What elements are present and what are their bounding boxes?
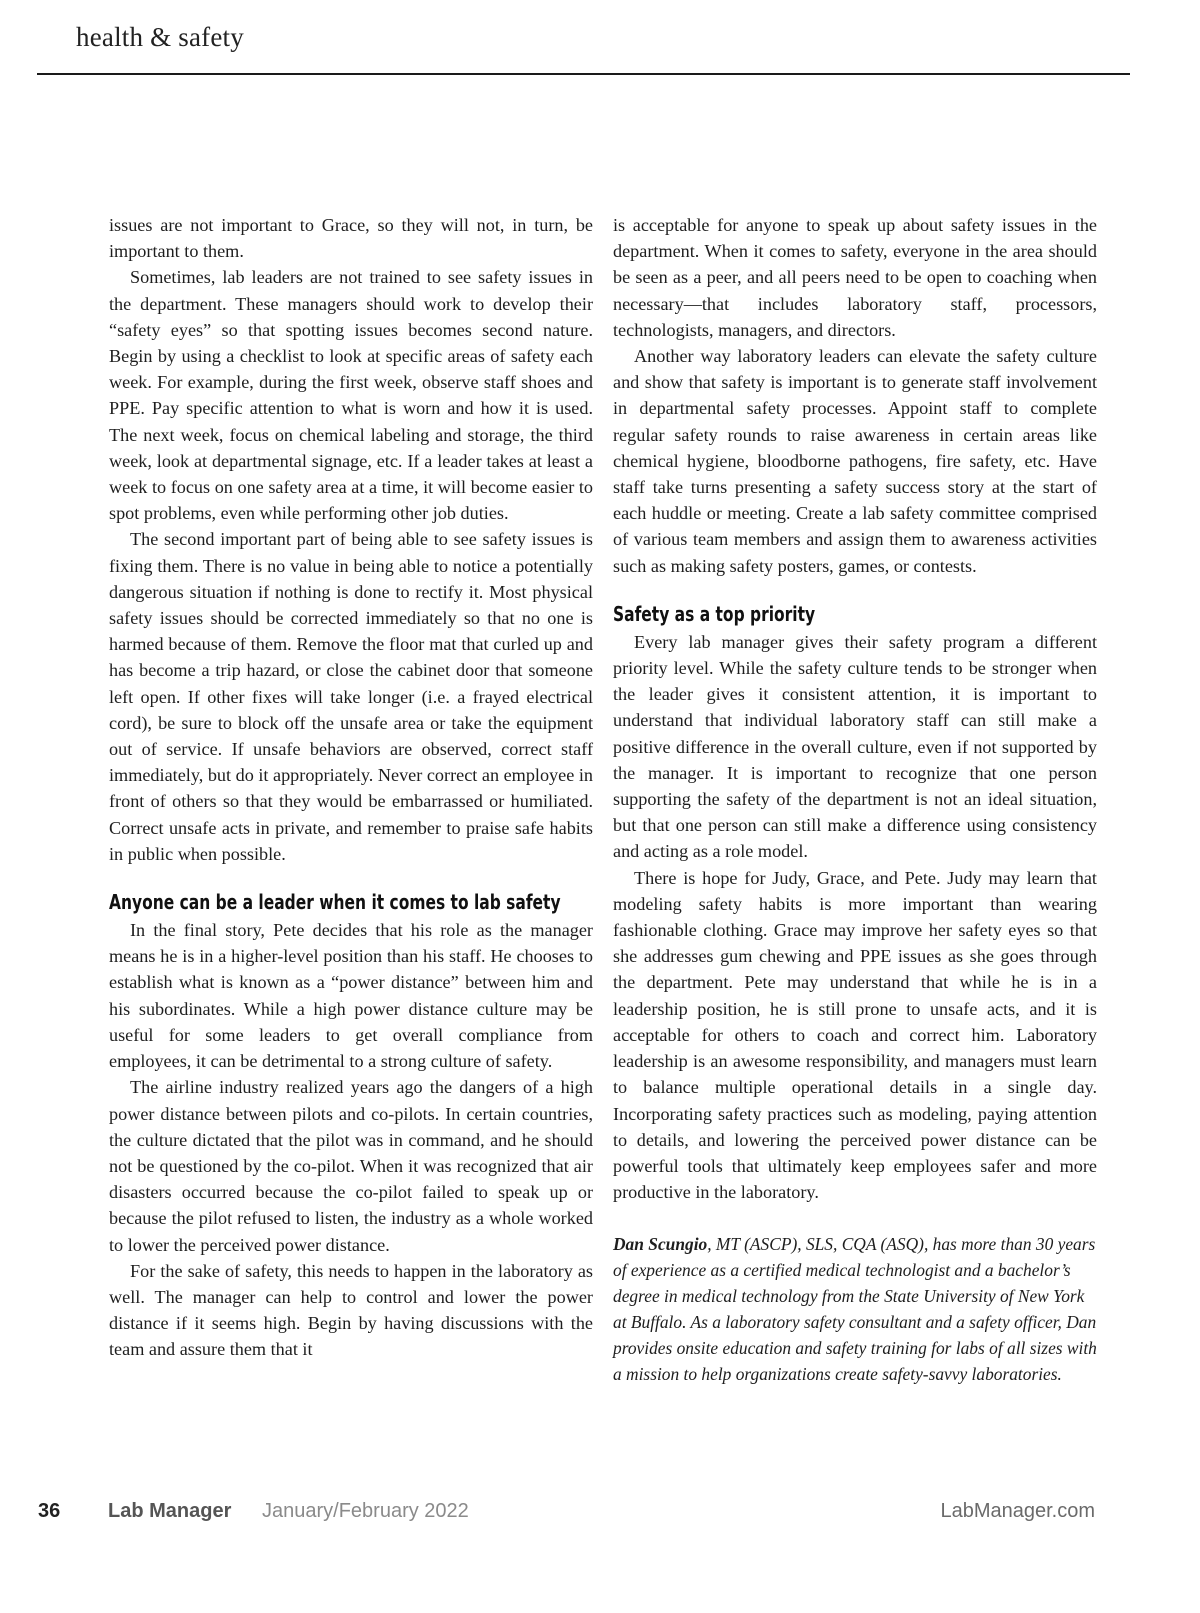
magazine-name: Lab Manager bbox=[108, 1500, 232, 1522]
section-tag: health & safety bbox=[76, 22, 244, 52]
author-bio-text: , MT (ASCP), SLS, CQA (ASQ), has more than 30 years of experience as a certified medical technologist and a bachelor’s degree in medical technology from the State University of New York at Buffalo. As a laboratory safety consultant and a safety officer, Dan provides onsite education and safety training for labs of all sizes with a mission to help organizations create safety-savvy laboratories. bbox=[613, 1234, 1097, 1385]
paragraph: For the sake of safety, this needs to happen in the laboratory as well. The manager can help to control and lower the power distance if it seems high. Begin by having discussions with the team and assure them that it bbox=[109, 1260, 593, 1360]
issue-date: January/February 2022 bbox=[262, 1500, 469, 1522]
website-link: LabManager.com bbox=[940, 1500, 1095, 1522]
page-footer bbox=[0, 1500, 1200, 1530]
author-bio bbox=[613, 1231, 1097, 1387]
paragraph: There is hope for Judy, Grace, and Pete. Judy may learn that modeling safety habits is more important than wearing fashionable clothing. Grace may improve her safety eyes so that she addresses gum chewing and PPE issues as she goes through the department. Pete may understand that while he is in a leadership position, he is still prone to unsafe acts, and it is acceptable for others to coach and correct him. Laboratory leadership is an awesome responsibility, and managers must learn to balance multiple operational details in a single day. Incorporating safety practices such as modeling, paying attention to details, and lowering the perceived power distance can be powerful tools that ultimately keep employees safer and more productive in the laboratory. bbox=[613, 867, 1097, 1203]
author-name: Dan Scungio bbox=[613, 1234, 708, 1255]
page-number: 36 bbox=[38, 1500, 61, 1522]
paragraph: The second important part of being able to see safety issues is fixing them. There is no value in being able to notice a potentially dangerous situation if nothing is done to rectify it. Most physical safety issues should be corrected immediately so that no one is harmed because of them. Remove the floor mat that curled up and has become a trip hazard, or close the cabinet door that someone left open. If other fixes will take longer (i.e. a frayed electrical cord), be sure to block off the unsafe area or take the equipment out of service. If unsafe behaviors are observed, correct staff immediately, but do it appropriately. Never correct an employee in front of others so that they would be embarrassed or humiliated. Correct unsafe acts in private, and remember to praise safe habits in public when possible. bbox=[109, 529, 593, 864]
paragraph: is acceptable for anyone to speak up about safety issues in the department. When it comes to safety, everyone in the area should be seen as a peer, and all peers need to be open to coaching when necessary—that includes laboratory staff, processors, technologists, managers, and directors. bbox=[613, 215, 1097, 340]
header-divider bbox=[37, 73, 1130, 75]
section-heading: Anyone can be a leader when it comes to lab safety bbox=[109, 890, 561, 915]
paragraph: In the final story, Pete decides that his role as the manager means he is in a higher-level position than his staff. He chooses to establish what is known as a “power distance” between him and his subordinates. While a high power distance culture may be useful for some leaders to get overall compliance from employees, it can be detrimental to a strong culture of safety. bbox=[109, 920, 593, 1072]
paragraph: Sometimes, lab leaders are not trained to see safety issues in the department. These managers should work to develop their “safety eyes” so that spotting issues becomes second nature. Begin by using a checklist to look at specific areas of safety each week. For example, during the first week, observe staff shoes and PPE. Pay specific attention to what is worn and how it is used. The next week, focus on chemical labeling and storage, the third week, look at departmental signage, etc. If a leader takes at least a week to focus on one safety area at a time, it will become easier to spot problems, even while performing other job duties. bbox=[109, 267, 593, 524]
paragraph: issues are not important to Grace, so they will not, in turn, be important to them. bbox=[109, 215, 593, 262]
section-heading: Safety as a top priority bbox=[613, 601, 816, 626]
right-column bbox=[613, 212, 1097, 1387]
paragraph: The airline industry realized years ago the dangers of a high power distance between pilots and co-pilots. In certain countries, the culture dictated that the pilot was in command, and he should not be questioned by the co-pilot. When it was recognized that air disasters occurred because the co-pilot failed to speak up or because the pilot refused to listen, the industry as a whole worked to lower the perceived power distance. bbox=[109, 1077, 593, 1255]
left-column bbox=[109, 212, 593, 1363]
paragraph: Every lab manager gives their safety program a different priority level. While the safety culture tends to be stronger when the leader gives it consistent attention, it is important to understand that individual laboratory staff can still make a positive difference in the overall culture, even if not supported by the manager. It is important to recognize that one person supporting the safety of the department is not an ideal situation, but that one person can still make a difference using consistency and acting as a role model. bbox=[613, 631, 1097, 862]
paragraph: Another way laboratory leaders can elevate the safety culture and show that safety is important is to generate staff involvement in departmental safety processes. Appoint staff to complete regular safety rounds to raise awareness in certain areas like chemical hygiene, bloodborne pathogens, fire safety, etc. Have staff take turns presenting a safety success story at the start of each huddle or meeting. Create a lab safety committee comprised of various team members and assign them to awareness activities such as making safety posters, games, or contests. bbox=[613, 346, 1097, 576]
